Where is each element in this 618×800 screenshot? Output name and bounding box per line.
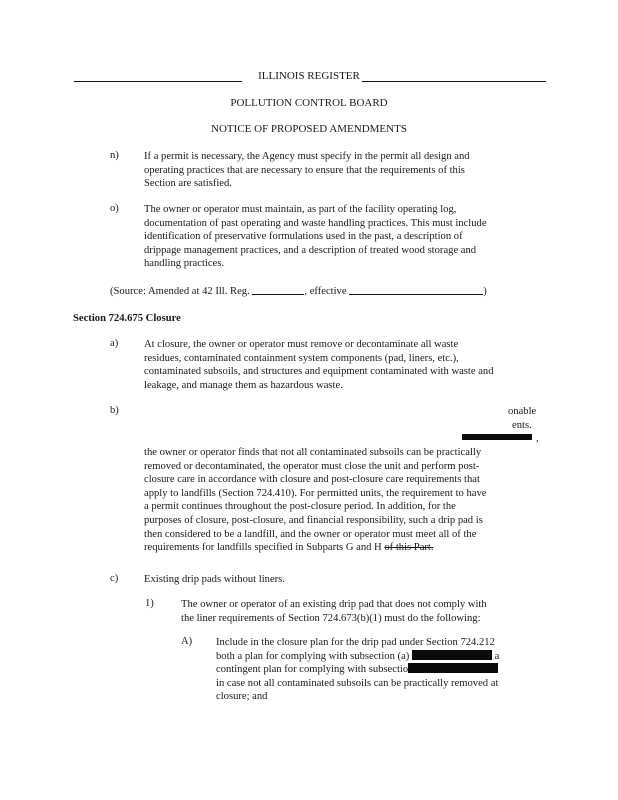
para-c1a-line-2	[216, 650, 499, 664]
source-prefix: (Source: Amended at 42 Ill. Reg.	[110, 286, 250, 297]
para-b-line: then considered to be a landfill, and the owner or operator must meet all of the	[144, 528, 477, 540]
para-b-fragment: ,	[536, 433, 539, 444]
para-a-label: a)	[110, 338, 119, 349]
para-c1a-line: closure; and	[216, 691, 268, 703]
para-b-line: removed or decontaminated, the operator must close the unit and perform post-	[144, 460, 480, 472]
source-date-blank	[349, 285, 483, 295]
register-title: ILLINOIS REGISTER	[258, 70, 360, 82]
para-a-line: leakage, and manage them as hazardous waste.	[144, 379, 343, 391]
source-suffix: )	[483, 286, 487, 297]
para-n-label: n)	[110, 150, 119, 161]
para-n-line: operating practices that are necessary to ensure that the requirements of this	[144, 164, 465, 176]
redaction-mark	[408, 663, 498, 673]
para-o-text	[144, 203, 487, 271]
para-b-line: the owner or operator finds that not all contaminated subsoils can be practically	[144, 447, 482, 458]
source-mid: , effective	[304, 286, 347, 297]
para-b-last-line	[144, 541, 486, 555]
para-a-line: residues, contaminated containment system components (pad, liners, etc.),	[144, 352, 459, 364]
para-c1a-line: in case not all contaminated subsoils can be practically removed at	[216, 677, 499, 689]
redaction-mark	[412, 650, 492, 660]
para-c1-label: 1)	[145, 598, 154, 609]
struck-text: of this Part.	[384, 542, 434, 554]
board-title: POLLUTION CONTROL BOARD	[230, 97, 388, 109]
para-b-fragment: onable	[508, 406, 537, 417]
para-a-text	[144, 338, 494, 392]
source-note	[110, 285, 487, 299]
para-o-line: identification of preservative formulations used in the past, a description of	[144, 231, 463, 243]
para-n-text	[144, 150, 470, 191]
para-o-line: The owner or operator must maintain, as part of the facility operating log,	[144, 204, 457, 215]
para-n-line: Section are satisfied.	[144, 178, 232, 190]
para-c-text: Existing drip pads without liners.	[144, 574, 285, 585]
notice-title: NOTICE OF PROPOSED AMENDMENTS	[211, 123, 407, 135]
para-o-line: handling practices.	[144, 258, 225, 270]
para-c1a-line-3	[216, 663, 499, 677]
para-b-line: closure care in accordance with closure and post-closure care requirements that	[144, 474, 480, 486]
para-a-line: At closure, the owner or operator must remove or decontaminate all waste	[144, 339, 459, 350]
section-heading: Section 724.675 Closure	[73, 313, 181, 324]
para-c-label: c)	[110, 573, 119, 584]
para-c1a-line-2a: both a plan for complying with subsection (a)	[216, 650, 410, 662]
para-b-last-text: requirements for landfills specified in Subparts G and H	[144, 542, 382, 554]
para-c1a-line-3a: contingent plan for complying with subsectio	[216, 664, 409, 676]
para-o-line: drippage management practices, and a description of treated wood storage and	[144, 244, 477, 256]
para-b-line: a permit continues throughout the post-closure period. In addition, for the	[144, 501, 456, 513]
para-a-line: contaminated subsoils, and structures and equipment contaminated with waste and	[144, 366, 494, 378]
para-b-fragment: ents.	[512, 420, 532, 431]
para-c1-line: the liner requirements of Section 724.673(b)(1) must do the following:	[181, 612, 481, 624]
para-b-text	[144, 446, 486, 555]
para-c1a-label: A)	[181, 636, 193, 647]
para-o-label: o)	[110, 203, 119, 214]
para-b-line: purposes of closure, post-closure, and financial responsibility, such a drip pad is	[144, 514, 483, 526]
para-c1a-line: Include in the closure plan for the drip pad under Section 724.212	[216, 637, 495, 648]
para-b-line: apply to landfills (Section 724.410). For permitted units, the requirement to have	[144, 487, 487, 499]
para-c1-line: The owner or operator of an existing drip pad that does not comply with	[181, 599, 487, 610]
para-b-label: b)	[110, 405, 119, 416]
para-o-line: documentation of past operating and waste handling practices. This must include	[144, 217, 487, 229]
source-reg-blank	[252, 285, 304, 295]
redaction-mark	[462, 434, 532, 440]
para-n-line: If a permit is necessary, the Agency must specify in the permit all design and	[144, 151, 470, 162]
para-c1a-line-2b: a	[494, 650, 500, 662]
para-c1a-text	[216, 636, 499, 704]
para-c1-text	[181, 598, 487, 625]
